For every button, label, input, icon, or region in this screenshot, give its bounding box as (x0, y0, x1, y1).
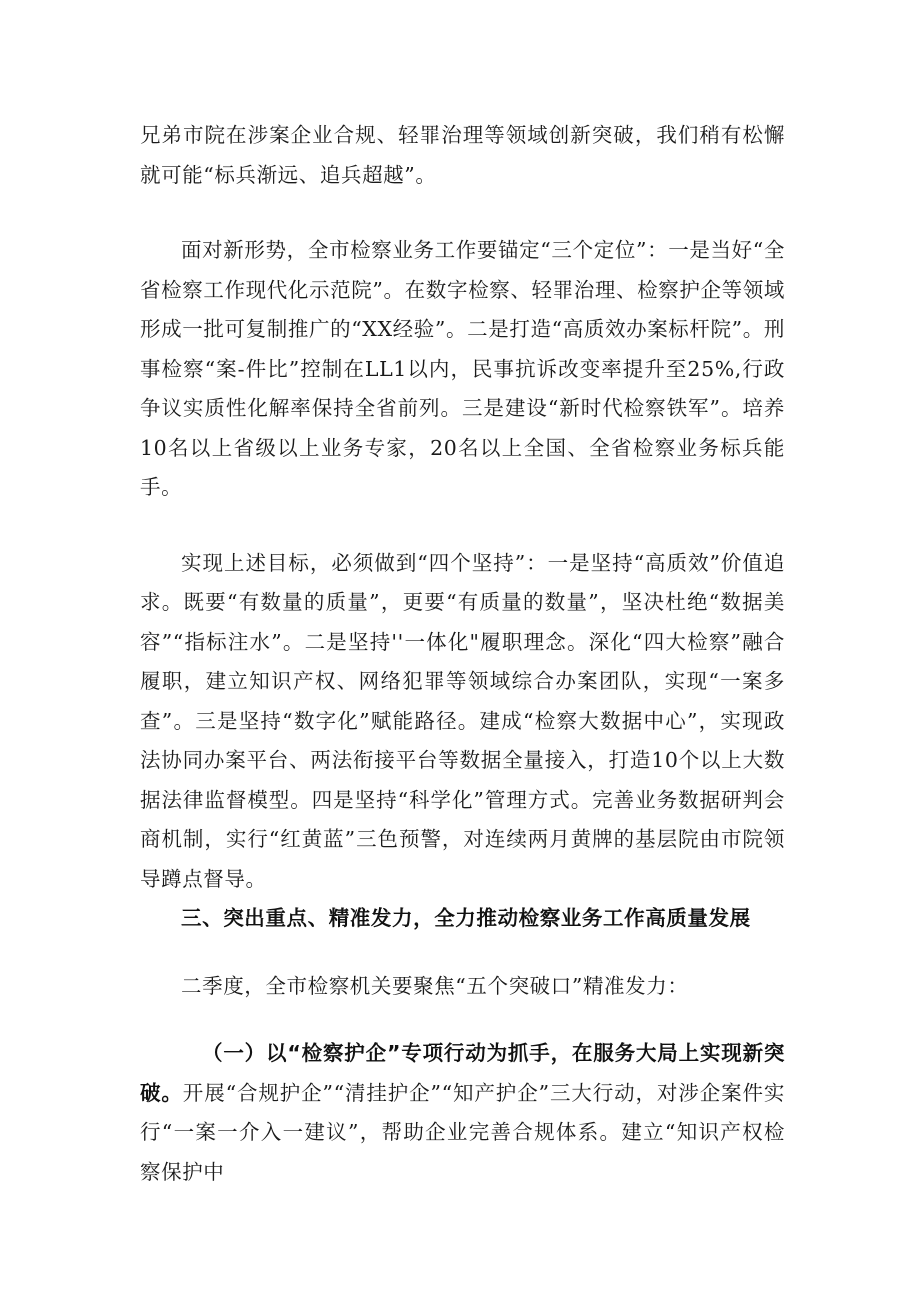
paragraph-continuation: 兄弟市院在涉案企业合规、轻罪治理等领域创新突破，我们稍有松懈就可能“标兵渐远、追兵超越”。 (140, 123, 785, 187)
section-heading-three: 三、突出重点、精准发力，全力推动检察业务工作高质量发展 (181, 906, 751, 930)
item-one-body: 开展“合规护企”“清挂护企”“知产护企”三大行动，对涉企案件实行“一案一介入一建议”，帮助企业完善合规体系。建立“知识产权检察保护中 (140, 1080, 786, 1184)
paragraph-item-one (140, 1034, 785, 1192)
paragraph-four-adherences: 实现上述目标，必须做到“四个坚持”：一是坚持“高质效”价值追求。既要“有数量的质量”，更要“有质量的数量”，坚决杜绝“数据美容”“指标注水”。二是坚持''一体化"履职理念。深化“四大检察”融合履职，建立知识产权、网络犯罪等领域综合办案团队，实现“一案多查”。三是坚持“数字化”赋能路径。建成“检察大数据中心”，实现政法协同办案平台、两法衔接平台等数据全量接入，打造10个以上大数据法律监督模型。四是坚持“科学化”管理方式。完善业务数据研判会商机制，实行“红黄蓝”三色预警，对连续两月黄牌的基层院由市院领导蹲点督导。 (140, 550, 785, 891)
document-body (140, 116, 785, 1192)
paragraph-three-positions: 面对新形势，全市检察业务工作要锚定“三个定位”：一是当好“全省检察工作现代化示范院”。在数字检察、轻罪治理、检察护企等领域形成一批可复制推广的“XX经验”。二是打造“高质效办案标杆院”。刑事检察“案-件比”控制在LL1以内，民事抗诉改变率提升至25%,行政争议实质性化解率保持全省前列。三是建设“新时代检察铁军”。培养10名以上省级以上业务专家，20名以上全国、全省检察业务标兵能手。 (140, 238, 785, 499)
paragraph-five-breakthroughs: 二季度，全市检察机关要聚焦“五个突破口”精准发力： (181, 973, 689, 998)
item-one-lead: （一）以“检察护企”专项行动为抓手，在服务大局上实现新突破。 (140, 1041, 785, 1105)
